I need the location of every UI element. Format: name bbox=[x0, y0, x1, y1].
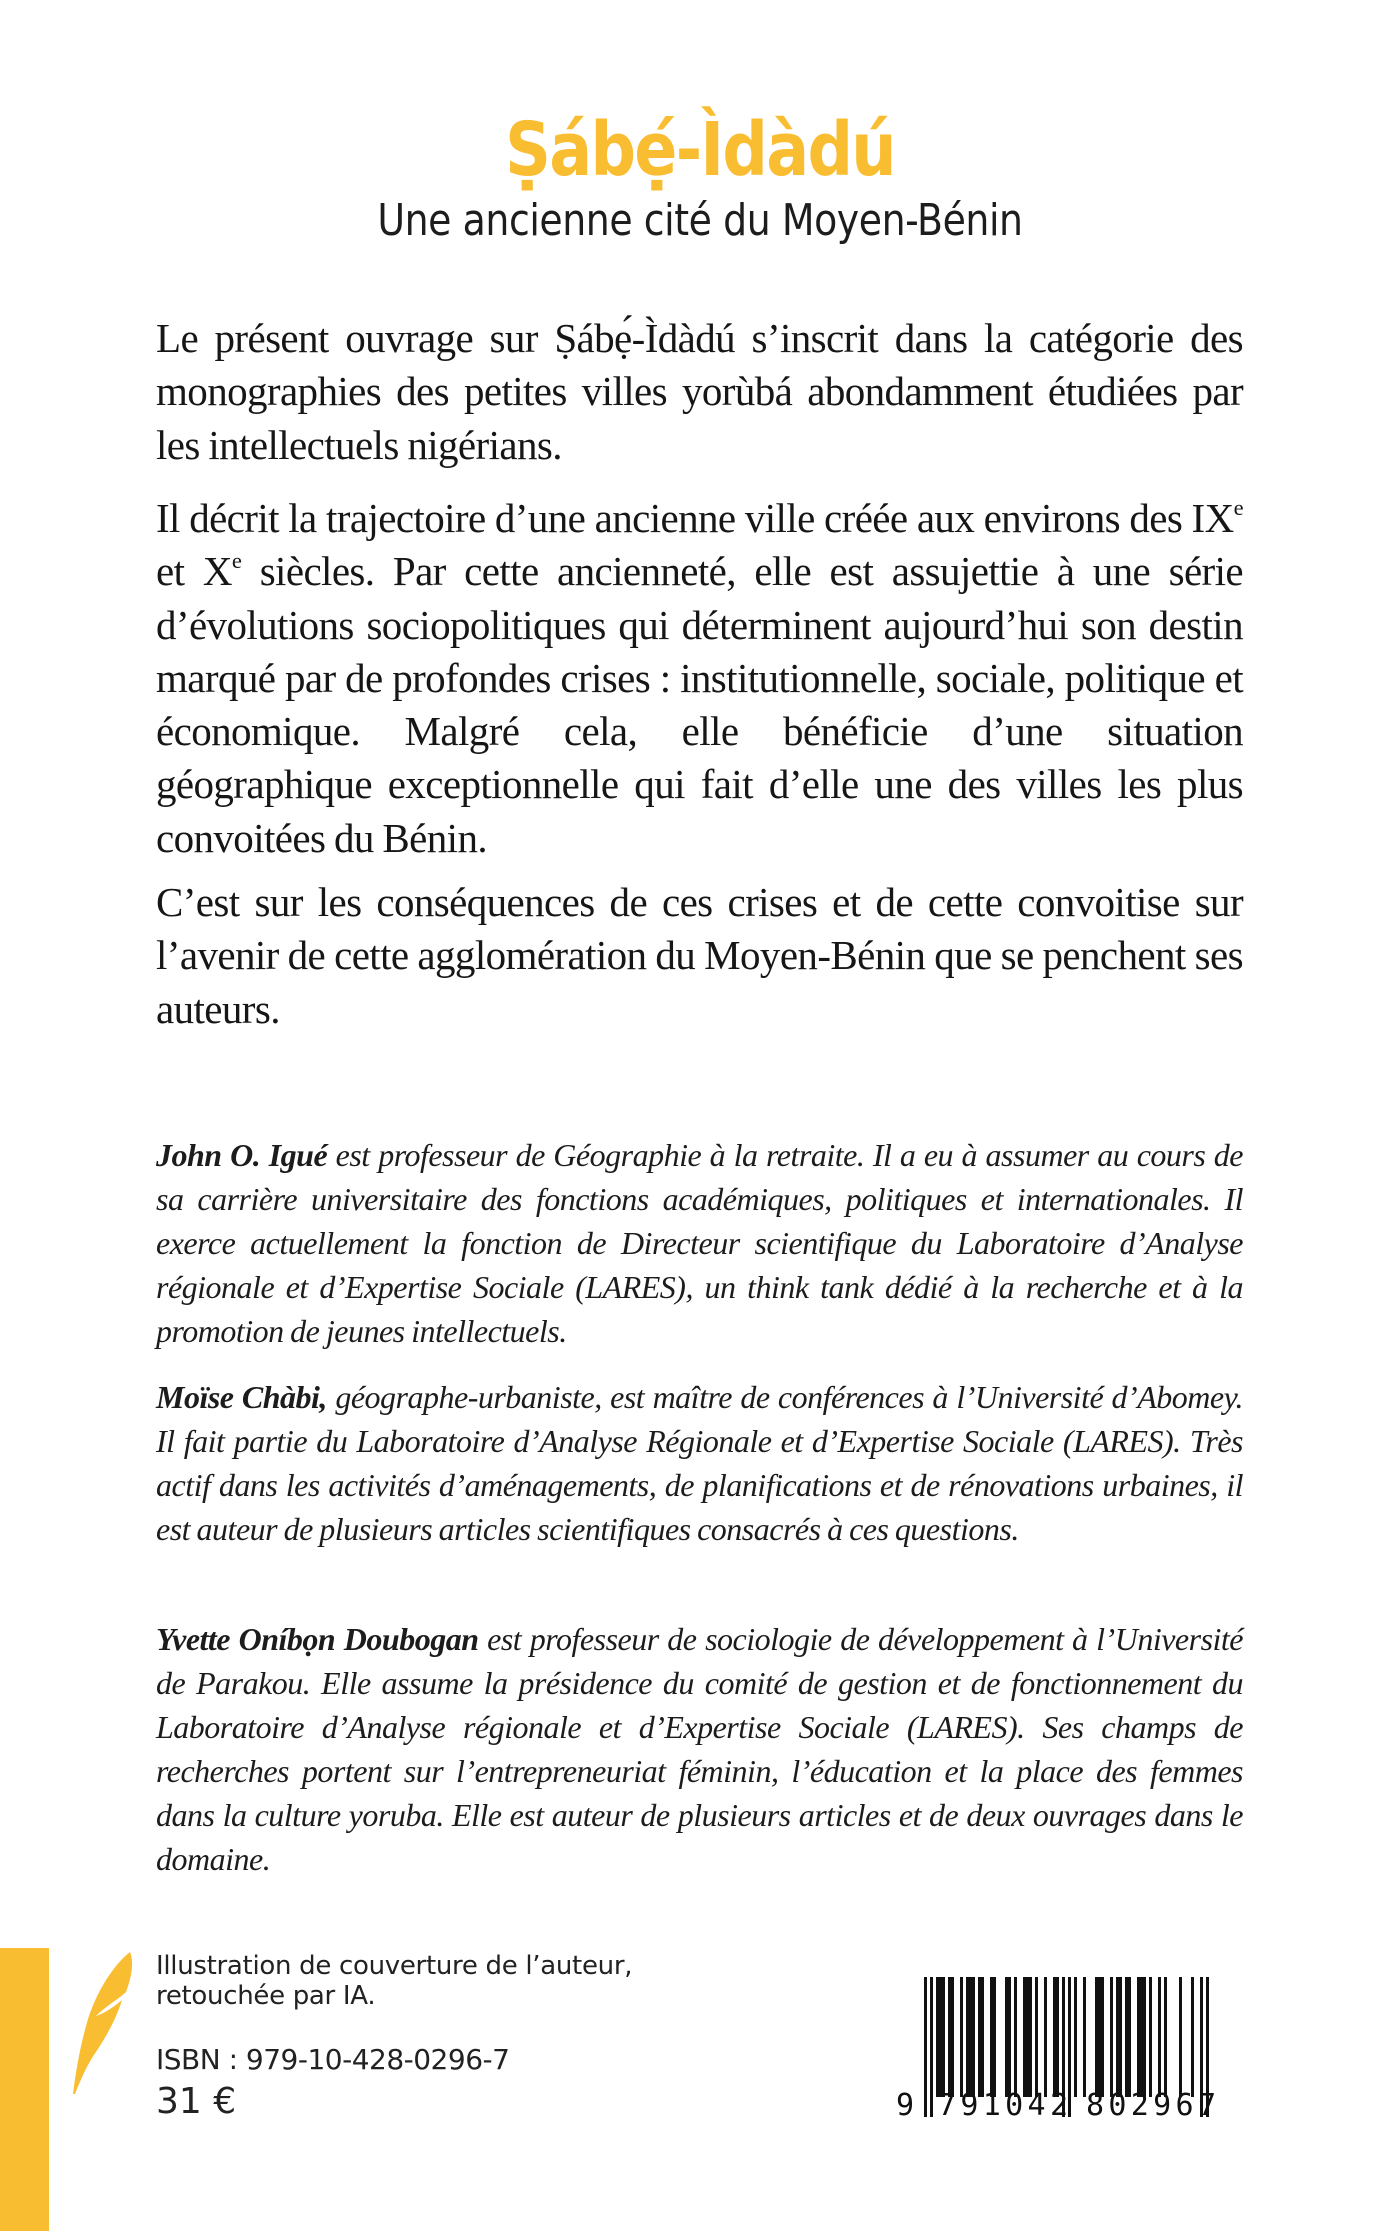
blurb-3 bbox=[156, 876, 1243, 1036]
blurb-paragraph-3: C’est sur les conséquences de ces crises et de cette convoitise sur l’avenir de cette agglomération du Moyen-Bénin que se penchent ses auteurs. bbox=[156, 879, 1243, 1032]
blurb-paragraph-2 bbox=[156, 492, 1243, 865]
barcode-bar bbox=[1056, 1977, 1059, 2097]
barcode-bar bbox=[1095, 1977, 1098, 2097]
author-bio-text: géographe-urbaniste, est maître de conférences à l’Université d’Abomey. Il fait partie du Laboratoire d’Analyse Régionale et d’Expertise Sociale (LARES). Très actif dans les activités d’aménagements, de planifications et de rénovations urbaines, il est auteur de plusieurs articles scientifiques consacrés à ces questions. bbox=[156, 1379, 1244, 1547]
barcode-right-digits: 802967 bbox=[1086, 2088, 1216, 2123]
author-bio-2 bbox=[156, 1375, 1243, 1551]
barcode-bar bbox=[969, 1977, 972, 2097]
author-bio-1 bbox=[156, 1133, 1243, 1353]
barcode-bar bbox=[1110, 1977, 1113, 2097]
barcode-bar bbox=[1083, 1977, 1086, 2097]
barcode bbox=[890, 1975, 1242, 2135]
blurb bbox=[156, 312, 1243, 472]
author-bio-text: est professeur de Géographie à la retraite. Il a eu à assumer au cours de sa carrière universitaire des fonctions académiques, politiques et internationales. Il exerce actuellement la fonction de Directeur scientifique du Laboratoire d’Analyse régionale et d’Expertise Sociale (LARES), un think tank dédié à la recherche et à la promotion de jeunes intellectuels. bbox=[156, 1137, 1244, 1349]
barcode-bar bbox=[1137, 1977, 1140, 2097]
barcode-bar bbox=[1143, 1977, 1146, 2097]
barcode-bar bbox=[1053, 1977, 1056, 2097]
barcode-bar bbox=[939, 1977, 942, 2097]
barcode-bar bbox=[1101, 1977, 1104, 2097]
barcode-bar bbox=[1191, 1977, 1194, 2097]
barcode-bar bbox=[1140, 1977, 1143, 2097]
barcode-bar bbox=[1068, 1977, 1071, 2117]
blurb-text: et X bbox=[156, 548, 232, 595]
barcode-bar bbox=[1008, 1977, 1011, 2097]
barcode-left-digits: 791042 bbox=[938, 2088, 1068, 2123]
barcode-bar bbox=[1125, 1977, 1128, 2097]
barcode-bar bbox=[1098, 1977, 1101, 2097]
barcode-bar bbox=[960, 1977, 963, 2097]
isbn: ISBN : 979-10-428-0296-7 bbox=[156, 2043, 510, 2076]
author-name: Moïse Chàbi, bbox=[156, 1379, 327, 1415]
barcode-bar bbox=[966, 1977, 969, 2097]
blurb-text: Il décrit la trajectoire d’une ancienne ville créée aux environs des IX bbox=[156, 495, 1234, 541]
illustration-credit-line-1: Illustration de couverture de l’auteur, bbox=[156, 1951, 633, 1981]
author-bio-3 bbox=[156, 1617, 1243, 1881]
barcode-bar bbox=[993, 1977, 996, 2097]
blurb-paragraph-1: Le présent ouvrage sur Ṣábẹ́-Ìdàdú s’inscrit dans la catégorie des monographies des petites villes yorùbá abondamment étudiées par les intellectuels nigérians. bbox=[156, 315, 1243, 468]
barcode-bar bbox=[1179, 1977, 1182, 2097]
price: 31 € bbox=[156, 2081, 237, 2122]
barcode-bar bbox=[1044, 1977, 1047, 2097]
barcode-bar bbox=[1128, 1977, 1131, 2097]
barcode-bar bbox=[1164, 1977, 1167, 2097]
barcode-bar bbox=[1014, 1977, 1017, 2097]
barcode-bar bbox=[990, 1977, 993, 2097]
barcode-bar bbox=[1158, 1977, 1161, 2097]
blurb-text: siècles. Par cette ancienneté, elle est assujettie à une série d’évolutions sociopolitiques qui déterminent aujourd’hui son destin marqué par de profondes crises : institutionnelle, sociale, politique et économique. Malgré cela, elle bénéficie d’une situation géographique exceptionnelle qui fait d’elle une des villes les plus convoitées du Bénin. bbox=[156, 548, 1243, 861]
barcode-bar bbox=[1026, 1977, 1029, 2097]
author-bio-text: est professeur de sociologie de développement à l’Université de Parakou. Elle assume la présidence du comité de gestion et de fonctionnement du Laboratoire d’Analyse régionale et d’Expertise Sociale (LARES). Ses champs de recherches portent sur l’entrepreneuriat féminin, l’éducation et la place des femmes dans la culture yoruba. Elle est auteur de plusieurs articles et de deux ouvrages dans le domaine. bbox=[156, 1621, 1244, 1877]
barcode-bar bbox=[1119, 1977, 1122, 2097]
barcode-bar bbox=[942, 1977, 945, 2097]
blurb-2 bbox=[156, 492, 1243, 865]
barcode-bar bbox=[1029, 1977, 1032, 2097]
superscript: e bbox=[1233, 495, 1243, 521]
barcode-bar bbox=[924, 1977, 927, 2117]
barcode-bar bbox=[1005, 1977, 1008, 2097]
author-name: John O. Igué bbox=[156, 1137, 328, 1173]
barcode-bar bbox=[1074, 1977, 1077, 2097]
barcode-bar bbox=[1023, 1977, 1026, 2097]
barcode-bar bbox=[972, 1977, 975, 2097]
barcode-bar bbox=[1149, 1977, 1152, 2097]
book-title: Ṣábẹ́-Ìdàdú bbox=[505, 107, 895, 193]
barcode-lead-digit: 9 bbox=[896, 2088, 915, 2123]
barcode-bar bbox=[1035, 1977, 1038, 2097]
superscript: e bbox=[231, 548, 242, 574]
barcode-bar bbox=[936, 1977, 939, 2097]
barcode-bar bbox=[930, 1977, 933, 2117]
illustration-credit-line-2: retouchée par IA. bbox=[156, 1981, 376, 2011]
barcode-bar bbox=[981, 1977, 984, 2097]
barcode-bar bbox=[948, 1977, 951, 2097]
author-name: Yvette Oníbọn Doubogan bbox=[156, 1621, 479, 1657]
barcode-bar bbox=[1116, 1977, 1119, 2097]
yellow-side-bar bbox=[0, 1948, 49, 2231]
feather-icon bbox=[60, 1948, 140, 2098]
book-subtitle: Une ancienne cité du Moyen-Bénin bbox=[377, 195, 1023, 246]
barcode-bar bbox=[951, 1977, 954, 2097]
barcode-bar bbox=[978, 1977, 981, 2097]
